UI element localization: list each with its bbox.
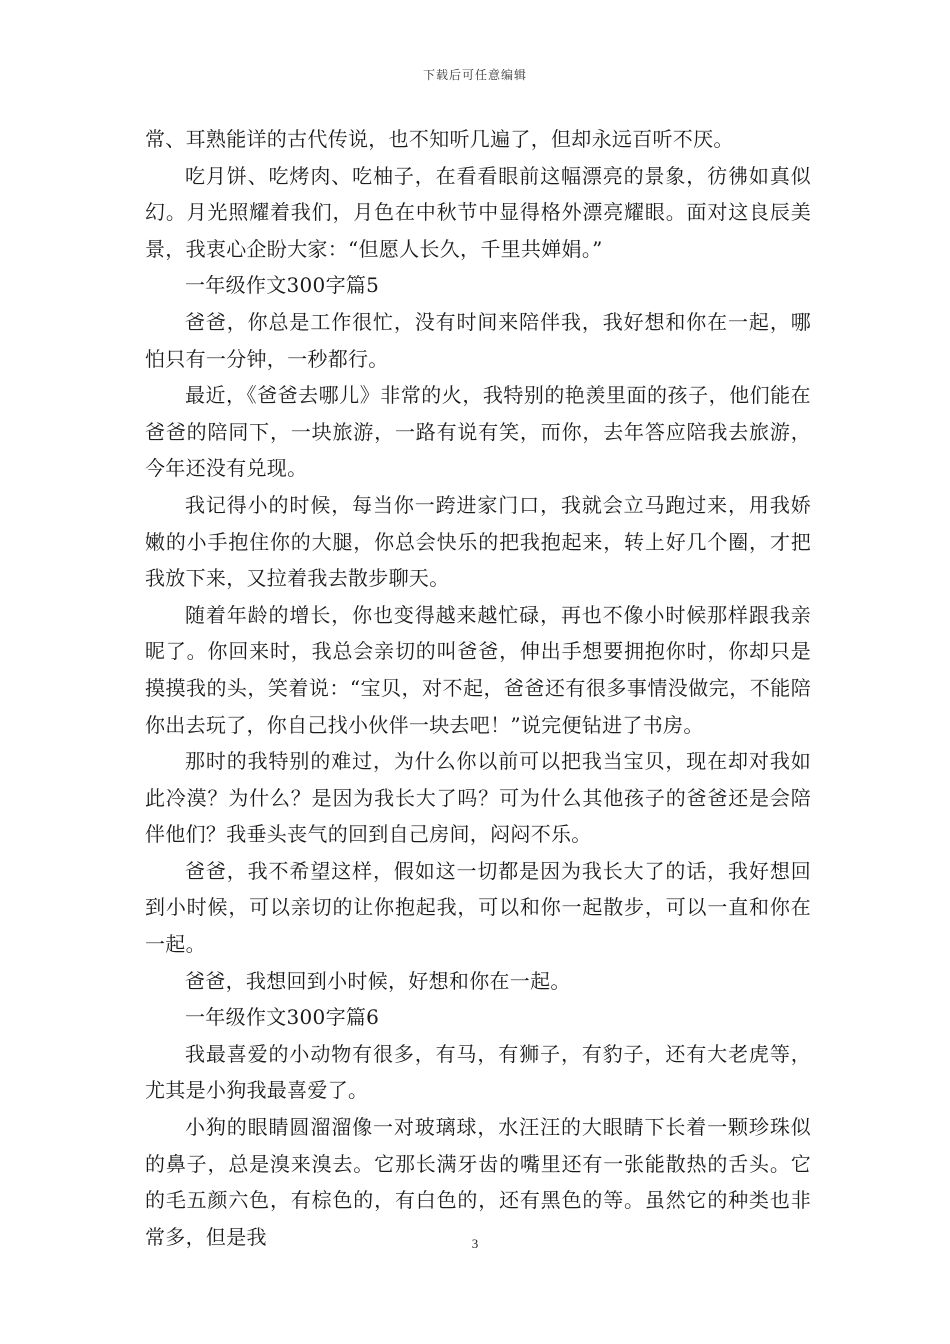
paragraph: 吃月饼、吃烤肉、吃柚子，在看看眼前这幅漂亮的景象，彷彿如真似幻。月光照耀着我们，月色在中秋节中显得格外漂亮耀眼。面对这良辰美景，我衷心企盼大家：“但愿人长久，千里共婵娟。” (145, 163, 811, 261)
page-header: 下载后可任意编辑 (422, 68, 527, 82)
paragraph: 爸爸，你总是工作很忙，没有时间来陪伴我，我好想和你在一起，哪怕只有一分钟，一秒都行。 (145, 309, 811, 371)
document-body (145, 121, 811, 1255)
paragraph: 那时的我特别的难过，为什么你以前可以把我当宝贝，现在却对我如此冷漠？为什么？是因为我长大了吗？可为什么其他孩子的爸爸还是会陪伴他们？我垂头丧气的回到自己房间，闷闷不乐。 (145, 749, 811, 847)
paragraph: 常、耳熟能详的古代传说，也不知听几遍了，但却永远百听不厌。 (145, 127, 734, 151)
paragraph: 最近，《爸爸去哪儿》非常的火，我特别的艳羡里面的孩子，他们能在爸爸的陪同下，一块旅游，一路有说有笑，而你，去年答应陪我去旅游，今年还没有兑现。 (145, 383, 811, 481)
page-number: 3 (471, 1236, 479, 1251)
paragraph: 随着年龄的增长，你也变得越来越忙碌，再也不像小时候那样跟我亲昵了。你回来时，我总会亲切的叫爸爸，伸出手想要拥抱你时，你却只是摸摸我的头，笑着说：“宝贝，对不起，爸爸还有很多事情没做完，不能陪你出去玩了，你自己找小伙伴一块去吧！”说完便钻进了书房。 (145, 602, 811, 737)
paragraph: 爸爸，我不希望这样，假如这一切都是因为我长大了的话，我好想回到小时候，可以亲切的让你抱起我，可以和你一起散步，可以一直和你在一起。 (145, 858, 811, 957)
section-heading: 一年级作文300字篇5 (185, 273, 380, 298)
paragraph: 爸爸，我想回到小时候，好想和你在一起。 (185, 968, 571, 993)
paragraph: 我最喜爱的小动物有很多，有马，有狮子，有豹子，还有大老虎等，尤其是小狗我最喜爱了。 (145, 1041, 811, 1103)
paragraph: 我记得小的时候，每当你一跨进家门口，我就会立马跑过来，用我娇嫩的小手抱住你的大腿，你总会快乐的把我抱起来，转上好几个圈，才把我放下来，又拉着我去散步聊天。 (145, 492, 811, 591)
paragraph: 小狗的眼睛圆溜溜像一对玻璃球，水汪汪的大眼睛下长着一颗珍珠似的鼻子，总是溴来溴去。它那长满牙齿的嘴里还有一张能散热的舌头。它的毛五颜六色，有棕色的，有白色的，还有黑色的等。虽然它的种类也非常多，但是我 (145, 1115, 811, 1249)
section-heading: 一年级作文300字篇6 (185, 1005, 380, 1030)
